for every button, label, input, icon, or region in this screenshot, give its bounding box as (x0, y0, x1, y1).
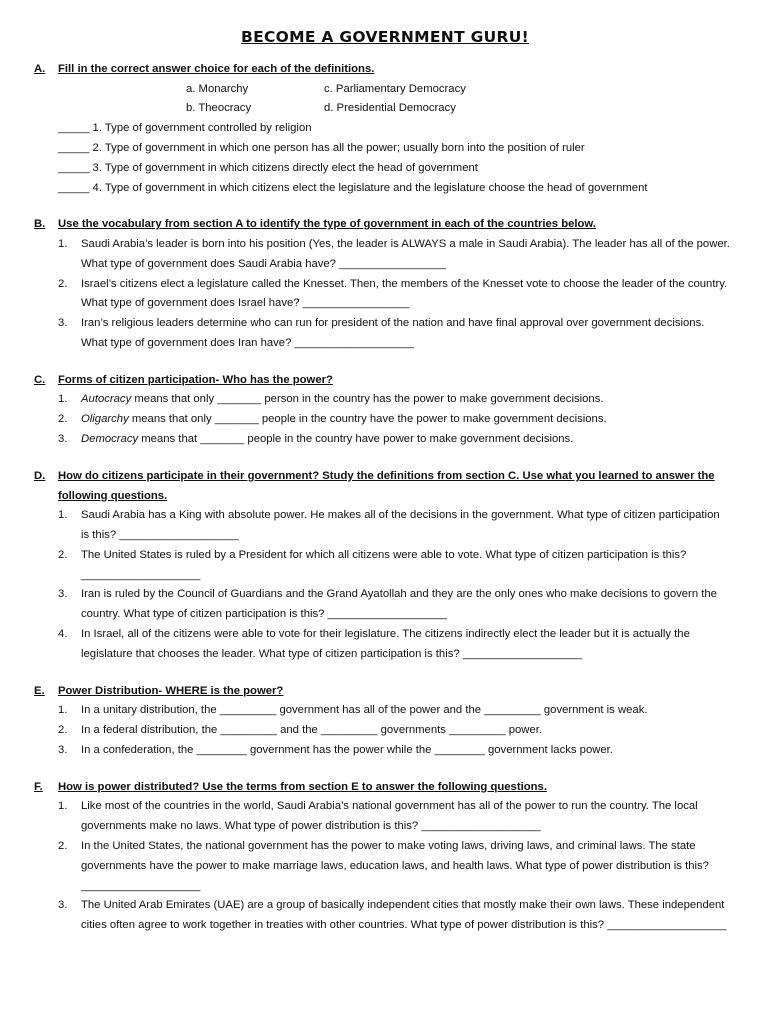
question-number: 3. (58, 899, 68, 912)
section-d-heading (34, 467, 736, 506)
question-item[interactable] (58, 701, 736, 721)
section-d (34, 467, 736, 665)
question-number: 2. (58, 840, 68, 853)
question-text: Saudi Arabia has a King with absolute power. He makes all of the decisions in the government. What type of citizen participation is this? ___________________ (81, 509, 720, 542)
question-item[interactable] (58, 314, 736, 354)
question-item[interactable] (58, 797, 736, 837)
definition-3[interactable]: _____ 3. Type of government in which citizens directly elect the head of government (58, 161, 478, 174)
term-democracy: Democracy (81, 433, 139, 446)
definitions-list (58, 119, 736, 198)
question-item[interactable] (58, 430, 736, 450)
question-item[interactable] (58, 275, 736, 315)
question-number: 2. (58, 548, 68, 561)
question-text: The United States is ruled by a President for which all citizens were able to vote. What type of citizen participation is this? ___________________ (81, 548, 687, 581)
question-item[interactable] (58, 235, 736, 275)
definition-4[interactable]: _____ 4. Type of government in which citizens elect the legislature and the legislature choose the head of government (58, 181, 648, 194)
question-number: 2. (58, 277, 68, 290)
section-f (34, 778, 736, 936)
section-heading-text: How do citizens participate in their government? Study the definitions from section C. Use what you learned to answer the following questions. (58, 469, 715, 502)
choice-parliamentary-democracy: c. Parliamentary Democracy (324, 82, 466, 95)
question-text: Iran’s religious leaders determine who can run for president of the nation and have final approval over government decisions. What type of government does Iran have? ___________________ (81, 317, 705, 349)
question-item[interactable] (58, 741, 736, 761)
question-text: In Israel, all of the citizens were able to vote for their legislature. The citizens indirectly elect the leader but it is actually the legislature that chooses the leader. What type of citizen participation is this? ___________________ (81, 628, 690, 660)
question-text: Iran is ruled by the Council of Guardians and the Grand Ayatollah and they are the only ones who make decisions to govern the country. What type of citizen participation is this? ___________________ (81, 588, 717, 621)
question-list (34, 506, 736, 664)
question-list (34, 235, 736, 354)
question-item[interactable] (58, 625, 736, 665)
definition-1[interactable]: _____ 1. Type of government controlled by religion (58, 122, 312, 135)
definition-text: means that _______ people in the country have power to make government decisions. (138, 433, 574, 446)
section-letter: D. (34, 469, 46, 482)
question-number: 3. (58, 588, 68, 601)
question-number: 1. (58, 393, 68, 406)
question-number: 1. (58, 238, 68, 250)
question-number: 2. (58, 413, 68, 426)
question-item[interactable] (58, 410, 736, 430)
question-text (81, 430, 736, 450)
section-e-heading (34, 682, 736, 702)
question-number: 1. (58, 800, 68, 813)
section-c (34, 371, 736, 450)
section-letter: C. (34, 373, 46, 386)
question-number: 4. (58, 628, 68, 641)
question-text: In the United States, the national government has the power to make voting laws, driving laws, and criminal laws. The state governments have the power to make marriage laws, education laws, and health laws. What type of power distribution is this? ___________________ (81, 840, 709, 892)
section-heading-text: How is power distributed? Use the terms from section E to answer the following questions. (58, 780, 547, 793)
question-item[interactable] (58, 506, 736, 546)
definition-text: means that only _______ person in the country has the power to make government decisions. (131, 393, 604, 406)
choice-theocracy: b. Theocracy (186, 102, 252, 115)
section-heading-text: Power Distribution- WHERE is the power? (58, 684, 284, 697)
question-number: 3. (58, 743, 68, 756)
question-item[interactable] (58, 837, 736, 896)
page-title: BECOME A GOVERNMENT GURU! (240, 28, 530, 46)
section-a (34, 60, 736, 198)
section-e (34, 682, 736, 761)
term-oligarchy: Oligarchy (81, 413, 129, 426)
section-letter: B. (34, 218, 46, 231)
section-heading-text: Use the vocabulary from section A to identify the type of government in each of the countries below. (58, 218, 596, 231)
question-item[interactable] (58, 585, 736, 625)
answer-choices (186, 80, 736, 119)
choice-presidential-democracy: d. Presidential Democracy (324, 102, 456, 115)
question-text: The United Arab Emirates (UAE) are a group of basically independent cities that mostly make their own laws. These independent cities often agree to work together in treaties with other countries. What type of power distribution is this? ___________________ (81, 899, 727, 932)
question-text: Like most of the countries in the world, Saudi Arabia’s national government has all of the power to run the country. The local governments make no laws. What type of power distribution is this? ___________________ (81, 800, 698, 833)
question-text: In a confederation, the ________ government has the power while the ________ government lacks power. (81, 743, 613, 756)
definition-text: means that only _______ people in the country have the power to make government decisions. (128, 413, 607, 426)
question-number: 1. (58, 509, 68, 522)
question-number: 1. (58, 704, 68, 717)
question-number: 3. (58, 433, 68, 446)
question-text (81, 410, 736, 430)
section-a-heading (34, 60, 736, 80)
question-text: Saudi Arabia’s leader is born into his position (Yes, the leader is ALWAYS a male in Saudi Arabia). The leader has all of the power. What type of government does Saudi Arabia have? _________________ (81, 238, 730, 270)
question-list (34, 701, 736, 760)
section-heading-text: Fill in the correct answer choice for each of the definitions. (58, 63, 375, 75)
question-list (34, 390, 736, 449)
section-c-heading (34, 371, 736, 391)
section-f-heading (34, 778, 736, 798)
question-number: 3. (58, 317, 68, 330)
question-list (34, 797, 736, 936)
question-item[interactable] (58, 896, 736, 936)
section-letter: A. (34, 63, 46, 75)
question-item[interactable] (58, 546, 736, 586)
section-letter: F. (34, 780, 43, 793)
question-text: Israel’s citizens elect a legislature called the Knesset. Then, the members of the Knesset vote to choose the leader of the country. What type of government does Israel have? _________________ (81, 277, 728, 310)
definition-2[interactable]: _____ 2. Type of government in which one person has all the power; usually born into the position of ruler (58, 141, 585, 154)
question-text: In a federal distribution, the _________ and the _________ governments _________ power. (81, 724, 543, 737)
question-number: 2. (58, 724, 68, 737)
question-text (81, 390, 736, 410)
section-b-heading (34, 215, 736, 235)
section-letter: E. (34, 684, 45, 697)
question-item[interactable] (58, 721, 736, 741)
section-b (34, 215, 736, 353)
question-item[interactable] (58, 390, 736, 410)
choice-monarchy: a. Monarchy (186, 82, 249, 95)
section-heading-text: Forms of citizen participation- Who has the power? (58, 373, 333, 386)
term-autocracy: Autocracy (81, 393, 132, 406)
question-text: In a unitary distribution, the _________ government has all of the power and the _________ government is weak. (81, 704, 648, 717)
